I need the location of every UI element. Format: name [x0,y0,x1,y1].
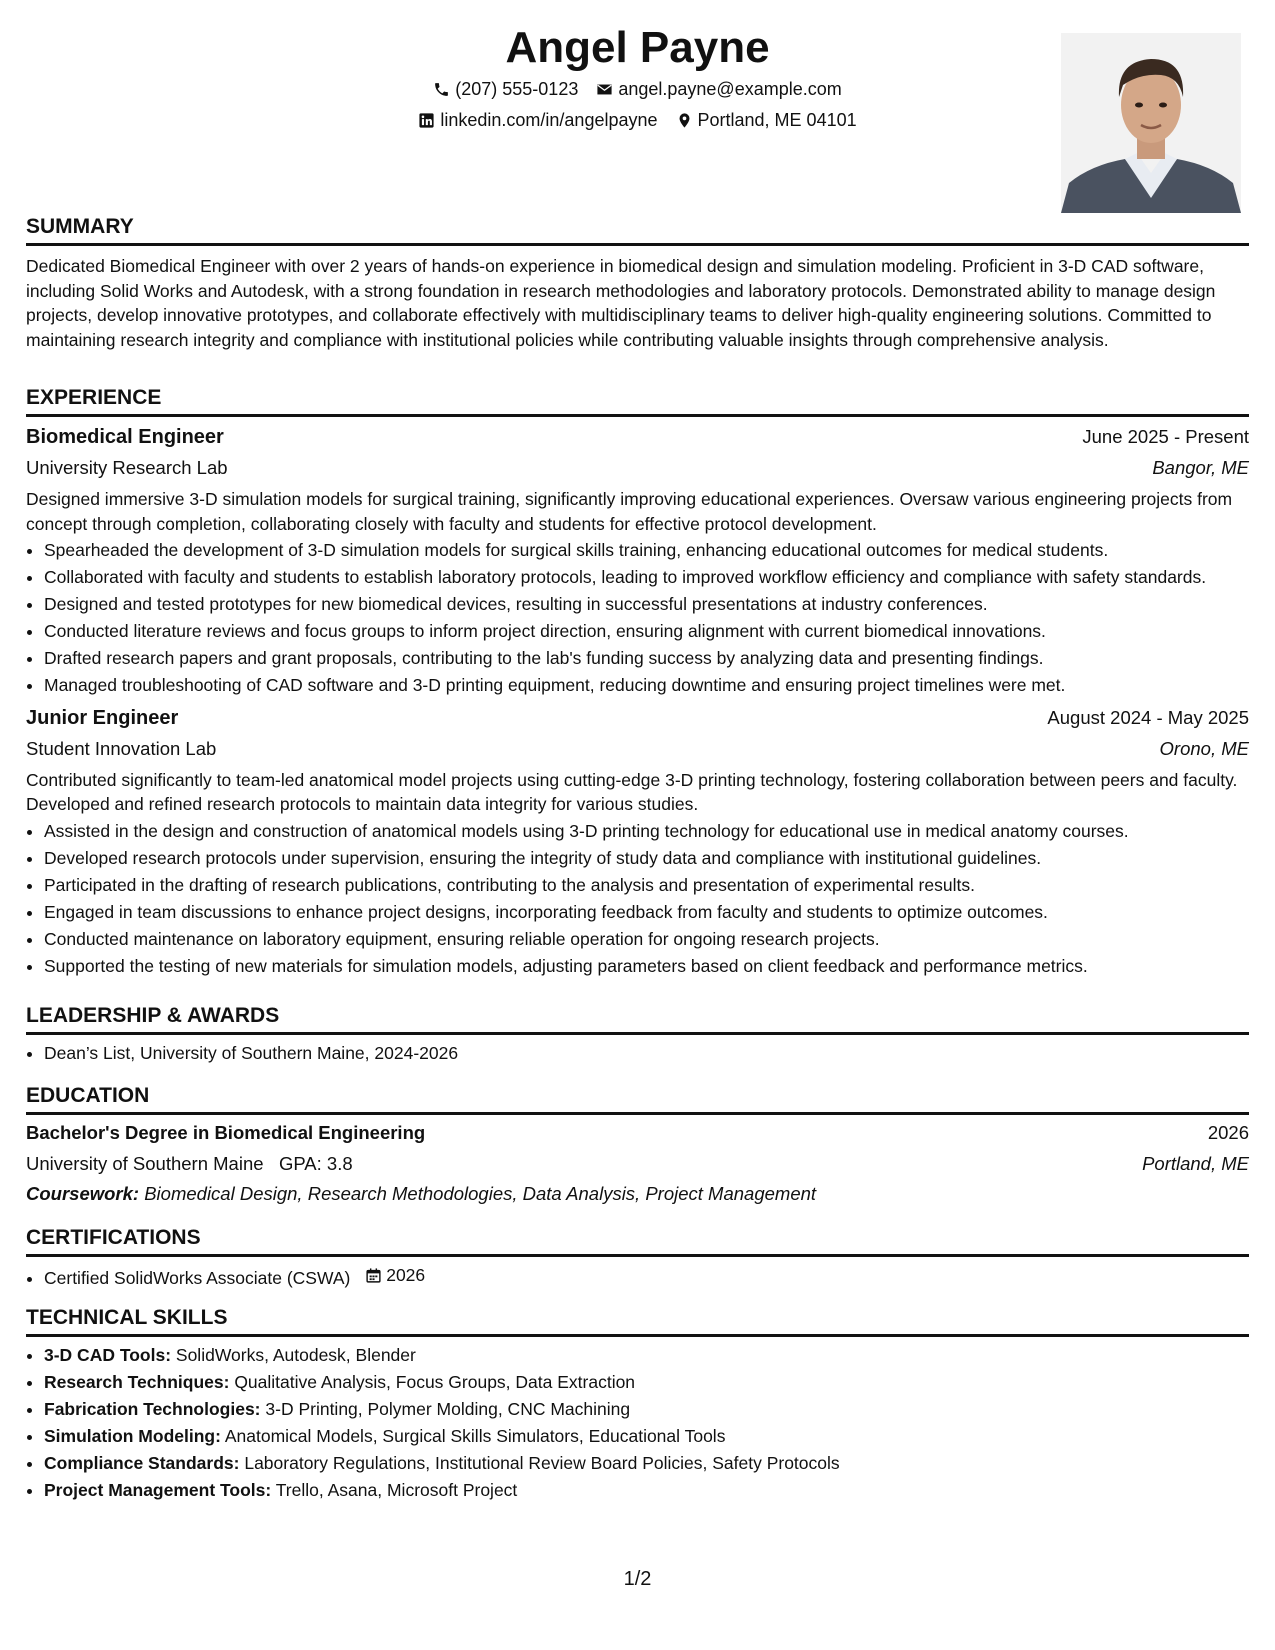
skill-value: Anatomical Models, Surgical Skills Simulators, Educational Tools [224,1426,726,1446]
page-number: 1/2 [623,1568,652,1590]
gpa: GPA: 3.8 [278,1153,353,1174]
skill-item [44,1343,1249,1368]
job-bullet: • Engaged in team discussions to enhance project designs, incorporating feedback from faculty and students to optimize outcomes. [44,900,1249,925]
location-contact [676,105,857,136]
summary-title: SUMMARY [26,214,1249,246]
skill-item [44,1478,1249,1503]
award-item: • Dean’s List, University of Southern Maine, 2024-2026 [44,1041,1249,1066]
map-pin-icon [676,112,693,129]
phone-text: (207) 555-0123 [455,79,579,99]
job-location: Bangor, ME [1152,457,1249,478]
location-text: Portland, ME 04101 [697,110,857,130]
certification-item [44,1263,1249,1290]
envelope-icon [596,81,613,98]
job-bullet: • Assisted in the design and construction of anatomical models using 3-D printing technology for educational use in medical anatomy courses. [44,819,1249,844]
job-bullet: • Developed research protocols under supervision, ensuring the integrity of study data and compliance with institutional guidelines. [44,846,1249,871]
school-line [26,1149,353,1179]
coursework-label: Coursework: [26,1183,140,1204]
job-bullets [26,819,1249,979]
avatar-illustration [1061,33,1241,213]
resume-page [26,0,1249,1650]
experience-section [26,385,1249,981]
job-org: Student Innovation Lab [26,737,217,759]
job-bullets [26,538,1249,698]
job-entry [26,421,1249,698]
job-org: University Research Lab [26,457,228,478]
skill-label: Compliance Standards: [44,1453,240,1473]
linkedin-icon [418,112,435,129]
skill-value: Laboratory Regulations, Institutional Review Board Policies, Safety Protocols [244,1453,840,1473]
email-text: angel.payne@example.com [618,79,842,99]
degree-name: Bachelor's Degree in Biomedical Engineering [26,1122,426,1143]
coursework-line [26,1179,1249,1209]
certification-name: Certified SolidWorks Associate (CSWA) [44,1267,351,1288]
job-bullet: • Drafted research papers and grant proposals, contributing to the lab's funding success by analyzing data and presenting findings. [44,646,1249,671]
job-role: Junior Engineer [26,706,179,729]
school-location: Portland, ME [1142,1153,1249,1174]
job-role: Biomedical Engineer [26,426,224,448]
skills-section [26,1305,1249,1505]
job-bullet: • Collaborated with faculty and students to establish laboratory protocols, leading to improved workflow efficiency and compliance with safety standards. [44,565,1249,590]
skill-item [44,1451,1249,1476]
calendar-icon [365,1267,382,1284]
job-bullet: • Spearheaded the development of 3-D simulation models for surgical skills training, enhancing educational outcomes for medical students. [44,538,1249,563]
skills-list [26,1343,1249,1503]
job-summary: Contributed significantly to team-led anatomical model projects using cutting-edge 3-D printing technology, fostering collaboration between peers and faculty. Developed and refined research protocols to maintain data integrity for various studies. [26,769,1238,814]
job-location: Orono, ME [1159,737,1249,759]
skill-value: SolidWorks, Autodesk, Blender [175,1345,416,1365]
leadership-section [26,1003,1249,1068]
job-bullet: • Managed troubleshooting of CAD software and 3-D printing equipment, reducing downtime and ensuring project timelines were met. [44,673,1249,698]
certification-year: 2026 [386,1265,426,1285]
leadership-title: LEADERSHIP & AWARDS [26,1003,1249,1035]
job-bullet: • Participated in the drafting of research publications, contributing to the analysis and presentation of experimental results. [44,873,1249,898]
skill-value: 3-D Printing, Polymer Molding, CNC Machining [265,1399,631,1419]
job-bullet: • Conducted maintenance on laboratory equipment, ensuring reliable operation for ongoing research projects. [44,927,1249,952]
phone-contact[interactable] [433,74,578,105]
skill-label: Fabrication Technologies: [44,1399,261,1419]
email-contact[interactable] [596,74,841,105]
profile-photo [1061,33,1241,213]
job-entry [26,702,1249,979]
graduation-year: 2026 [1207,1122,1249,1143]
job-bullet: • Designed and tested prototypes for new biomedical devices, resulting in successful presentations at industry conferences. [44,592,1249,617]
certification-date [365,1263,425,1288]
skill-item [44,1397,1249,1422]
skill-label: Research Techniques: [44,1372,230,1392]
coursework-list: Biomedical Design, Research Methodologies, Data Analysis, Project Management [144,1183,817,1204]
job-bullet: • Conducted literature reviews and focus groups to inform project direction, ensuring alignment with current biomedical innovations. [44,619,1249,644]
certifications-title: CERTIFICATIONS [26,1225,1249,1257]
linkedin-text: linkedin.com/in/angelpayne [440,110,658,130]
job-summary: Designed immersive 3-D simulation models for surgical training, significantly improving educational experiences. Oversaw various engineering projects from concept through completion, collaborating closely with faculty and students for effective protocol development. [26,489,1233,534]
job-bullet: • Supported the testing of new materials for simulation models, adjusting parameters based on client feedback and performance metrics. [44,954,1249,979]
school-name: University of Southern Maine [26,1153,264,1174]
certifications-section [26,1225,1249,1293]
job-dates: June 2025 - Present [1082,426,1249,447]
skill-label: Project Management Tools: [44,1480,272,1500]
skill-item [44,1370,1249,1395]
linkedin-contact[interactable] [418,105,657,136]
certifications-list [26,1263,1249,1290]
skill-label: 3-D CAD Tools: [44,1345,172,1365]
summary-section [26,214,1249,352]
candidate-name: Angel Payne [505,23,770,72]
leadership-list [26,1041,1249,1066]
experience-title: EXPERIENCE [26,385,1249,417]
education-section [26,1083,1249,1209]
education-title: EDUCATION [26,1083,1249,1115]
phone-icon [433,81,450,98]
skills-title: TECHNICAL SKILLS [26,1305,1249,1337]
summary-text: Dedicated Biomedical Engineer with over 2 years of hands-on experience in biomedical design and simulation modeling. Proficient in 3-D CAD software, including Solid Works and Autodesk, with a strong foundation in research methodologies and laboratory protocols. Demonstrated ability to manage design projects, develop innovative prototypes, and collaborate effectively with multidisciplinary teams to deliver high-quality engineering solutions. Committed to maintaining research integrity and compliance with institutional policies while contributing valuable insights through comprehensive analysis. [26,256,1216,350]
job-dates: August 2024 - May 2025 [1047,706,1249,728]
skill-value: Qualitative Analysis, Focus Groups, Data Extraction [234,1372,636,1392]
skill-label: Simulation Modeling: [44,1426,221,1446]
skill-item [44,1424,1249,1449]
skill-value: Trello, Asana, Microsoft Project [275,1480,518,1500]
